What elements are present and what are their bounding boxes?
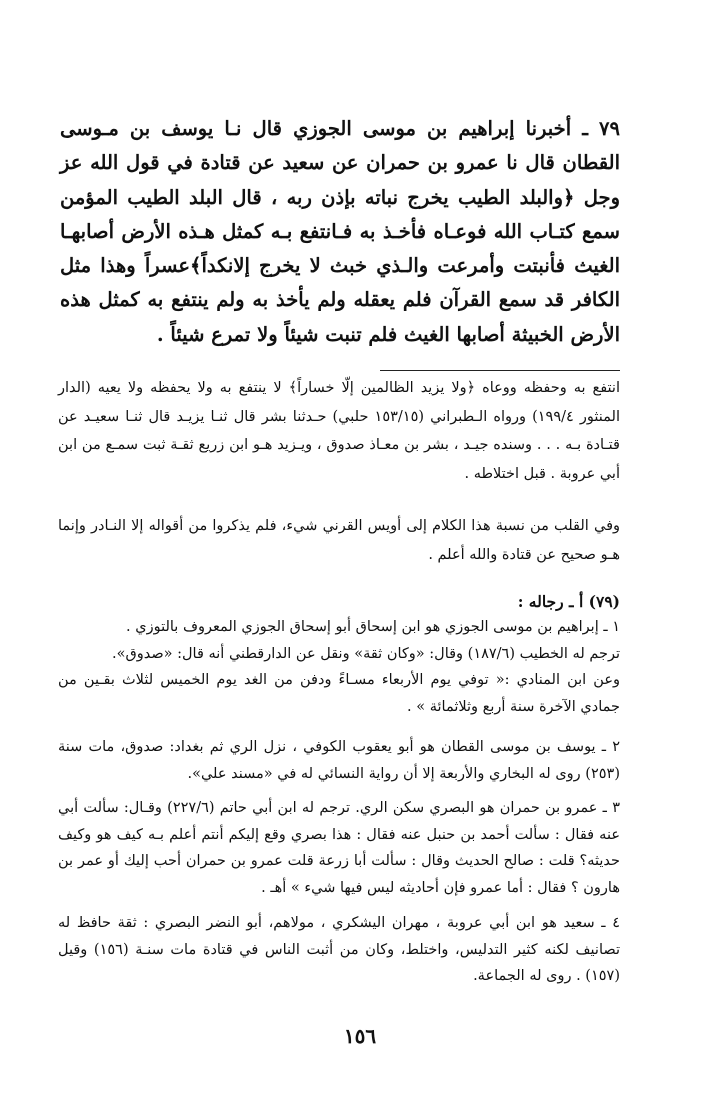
footnote-paragraph: وفي القلب من نسبة هذا الكلام إلى أويس القرني شيء، فلم يذكروا من أقواله إلا النـادر وإنما هـو صحيح عن قتادة والله أعلم . (58, 518, 620, 563)
narrator-paragraph: ترجم له الخطيب (١٨٧/٦) وقال: «وكان ثقة» ونقل عن الدارقطني أنه قال: «صدوق». (111, 645, 620, 662)
narrator-entry (58, 910, 620, 990)
narrator-entry (58, 795, 620, 901)
hadith-text: ٧٩ ـ أخبرنا إبراهيم بن موسى الجوزي قال نـا يوسف بن مـوسى القطان قال نا عمرو بن حمران عن سعيد عن قتادة في قول الله عز وجل ﴿والبلد الطيب يخرج نباته بإذن ربه ، قال البلد الطيب المؤمن سمع كتـاب الله فوعـاه فأخـذ به فـانتفع بـه كمثل هـذه الأرض أصابهـا الغيث فأنبتت وأمرعت والـذي خبث لا يخرج إلانكداً﴾عسراً وهذا مثل الكافر قد سمع القرآن فلم يعقله ولم يأخذ به ولم ينتفع به كمثل هذه الأرض الخبيثة أصابها الغيث فلم تنبت شيئاً ولا تمرع شيئاً . (60, 117, 620, 346)
narrator-paragraph: ٢ ـ يوسف بن موسى القطان هو أبو يعقوب الكوفي ، نزل الري ثم بغداد: صدوق، مات سنة (٢٥٣) روى له البخاري والأربعة إلا أن رواية النسائي له في «مسند علي». (58, 739, 620, 782)
page-number: ١٥٦ (343, 1024, 377, 1048)
narrator-paragraph: وعن ابن المنادي :« توفي يوم الأربعاء مسـاءً ودفن من الغد يوم الخميس لثلاث بقـين من جمادي الآخرة سنة أربع وثلاثمائة » . (58, 672, 620, 715)
narrator-paragraph: ٤ ـ سعيد هو ابن أبي عروبة ، مهران اليشكري ، مولاهم، أبو النضر البصري : ثقة حافظ له تصانيف لكنه كثير التدليس، واختلط، وكان من أثبت الناس في قتادة مات سنـة (١٥٦) وقيل (١٥٧) . روى له الجماعة. (58, 915, 620, 984)
section-heading: (٧٩) أ ـ رجاله : (517, 592, 620, 611)
narrator-paragraph: ٣ ـ عمرو بن حمران هو البصري سكن الري. ترجم له ابن أبي حاتم (٢٢٧/٦) وقـال: سألت أبي عنه فقال : سألت أحمد بن حنبل عنه فقال : هذا بصري وقع إليكم أنتم أعلم بـه كيف هو وكيف حديثه؟ قلت : صالح الحديث وقال : سألت أبا زرعة قلت عمرو بن حمران أحب إليك أو عمر بن هارون ؟ فقال : أما عمرو فإن أحاديثه ليس فيها شيء » أهـ . (58, 800, 620, 896)
footnote-separator (380, 370, 620, 371)
narrator-entry (58, 734, 620, 787)
narrator-paragraph: ١ ـ إبراهيم بن موسى الجوزي هو ابن إسحاق أبو إسحاق الجوزي المعروف بالتوزي . (126, 619, 620, 635)
footnote-paragraph: انتفع به وحفظه ووعاه ﴿ولا يزيد الظالمين إلّا خساراً﴾ لا ينتفع به ولا يحفظه ولا يعيه (الدار المنثور ١٩٩/٤) ورواه الـطبراني (١٥٣/١٥ حلبي) حـدثنا بشر قال ثنـا يزيـد قال ثنـا سعيـد عن قتـادة بـه . . . وسنده جيـد ، بشر بن معـاذ صدوق ، ويـزيد هـو ابن زريع ثقـة ثبت سمـع من ابن أبي عروبة . قبل اختلاطه . (58, 380, 620, 482)
narrator-entry (58, 614, 620, 720)
